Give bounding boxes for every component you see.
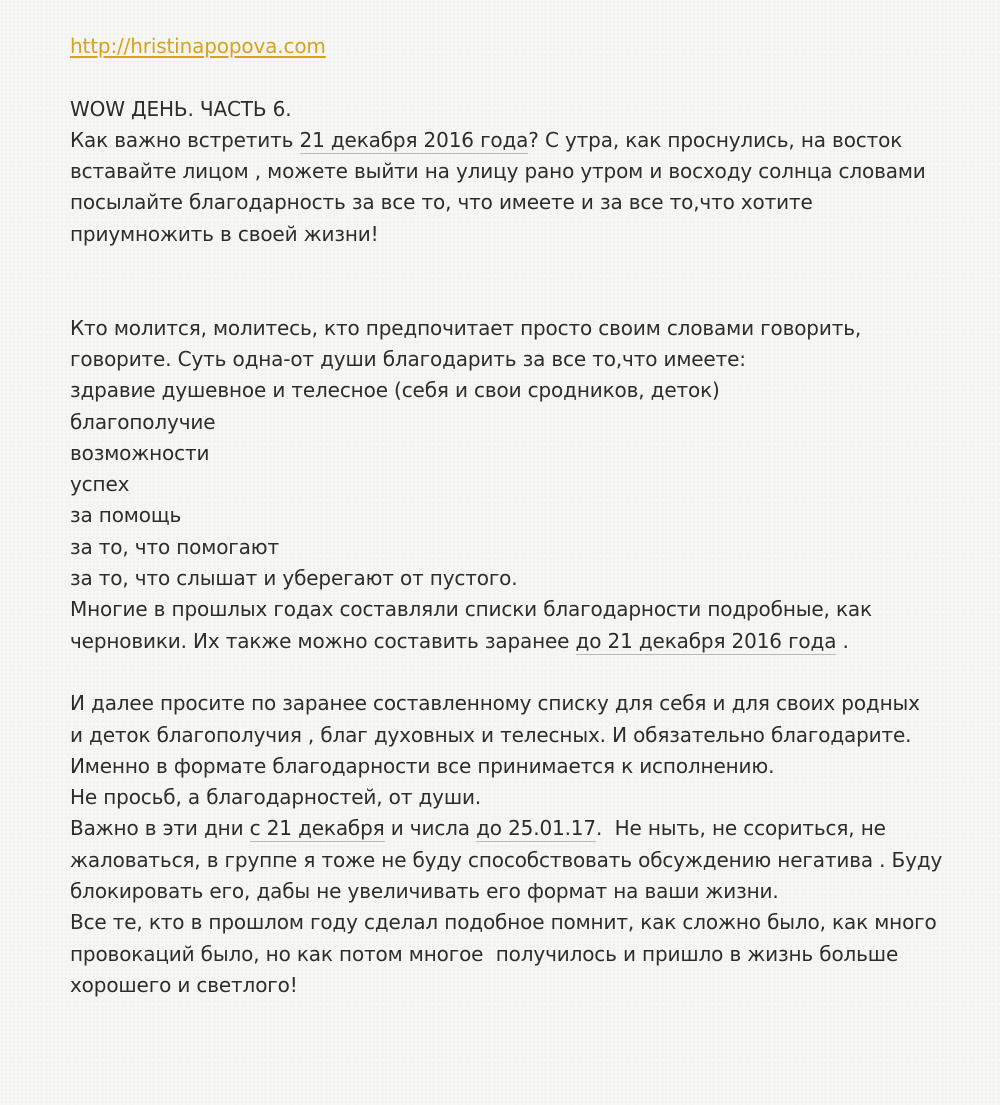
text-line: хорошего и светлого! (70, 972, 298, 997)
text-line: Все те, кто в прошлом году сделал подобное помнит, как сложно было, как много (70, 910, 937, 935)
text-line: посылайте благодарность за все то, что имеете и за все то,что хотите (70, 190, 813, 215)
blank-line (70, 62, 970, 93)
website-link[interactable]: http://hristinapopova.com (70, 34, 326, 58)
text-line: и деток благополучия , благ духовных и телесных. И обязательно благодарите. (70, 722, 912, 747)
list-item: за помощь (70, 503, 182, 528)
note-body[interactable] (70, 31, 970, 1001)
list-item: успех (70, 472, 130, 497)
text-line: Именно в формате благодарности все принимается к исполнению. (70, 753, 775, 778)
list-item: за то, что помогают (70, 534, 279, 559)
text-line: Не просьб, а благодарностей, от души. (70, 785, 482, 810)
text-line: Важно в эти дни с 21 декабря и числа до 25.01.17. Не ныть, не ссориться, не (70, 816, 886, 841)
text-line: блокировать его, дабы не увеличивать его формат на ваши жизни. (70, 879, 779, 904)
text-line: говорите. Суть одна-от души благодарить за все то,что имеете: (70, 346, 746, 371)
text-line: провокаций было, но как потом многое получилось и пришло в жизнь больше (70, 941, 899, 966)
date-link[interactable]: с 21 декабря (249, 816, 385, 841)
text-line: Кто молится, молитесь, кто предпочитает просто своим словами говорить, (70, 315, 862, 340)
list-item: возможности (70, 440, 210, 465)
list-item: благополучие (70, 409, 216, 434)
text-line: черновики. Их также можно составить заранее до 21 декабря 2016 года . (70, 628, 849, 653)
text-line: Многие в прошлых годах составляли списки благодарности подробные, как (70, 597, 872, 622)
text-line: Как важно встретить 21 декабря 2016 года? С утра, как проснулись, на восток (70, 127, 903, 152)
note-title: WOW ДЕНЬ. ЧАСТЬ 6. (70, 96, 292, 121)
text-line: вставайте лицом , можете выйти на улицу рано утром и восходу солнца словами (70, 159, 926, 184)
text-line: приумножить в своей жизни! (70, 221, 379, 246)
text-line: жаловаться, в группе я тоже не буду способствовать обсуждению негатива . Буду (70, 847, 943, 872)
list-item: здравие душевное и телесное (себя и свои сродников, деток) (70, 378, 720, 403)
blank-line (70, 250, 970, 313)
link-line (70, 31, 970, 62)
date-link[interactable]: 21 декабря 2016 года (299, 127, 529, 152)
blank-line (70, 657, 970, 688)
text-line: И далее просите по заранее составленному списку для себя и для своих родных (70, 691, 920, 716)
list-item: за то, что слышат и уберегают от пустого. (70, 566, 518, 591)
date-link[interactable]: до 25.01.17 (476, 816, 596, 841)
date-link[interactable]: до 21 декабря 2016 года (575, 628, 837, 653)
